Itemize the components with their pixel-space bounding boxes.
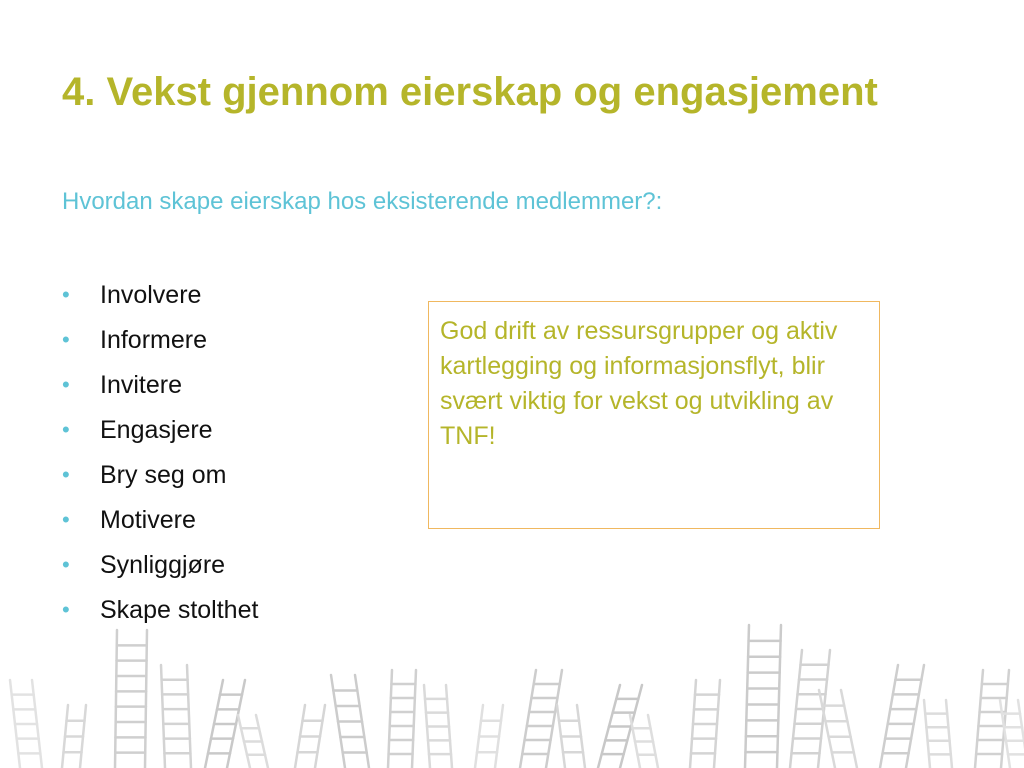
ladder-icon (295, 705, 325, 768)
bullet-icon: • (62, 507, 70, 532)
bullet-icon: • (62, 282, 70, 307)
bullet-icon: • (62, 327, 70, 352)
callout-box: God drift av ressursgrupper og aktiv kartlegging og informasjonsflyt, blir svært viktig for vekst og utvikling av TNF! (428, 301, 880, 529)
ladder-icon (424, 685, 452, 768)
bullet-icon: • (62, 372, 70, 397)
ladder-icon (115, 630, 147, 768)
slide-subtitle: Hvordan skape eierskap hos eksisterende medlemmer?: (62, 188, 663, 215)
ladder-icon (62, 705, 86, 768)
ladder-icon (557, 705, 585, 768)
ladder-icon (924, 700, 952, 768)
bullet-text: Invitere (100, 371, 182, 399)
ladders-icon (0, 610, 1024, 768)
ladder-icon (10, 680, 42, 768)
bullet-item (62, 411, 258, 456)
bullet-text: Involvere (100, 281, 202, 309)
bullet-text: Skape stolthet (100, 596, 259, 624)
bullet-text: Motivere (100, 506, 196, 534)
bullet-item (62, 276, 258, 321)
ladder-icon (388, 670, 416, 768)
bullet-text: Informere (100, 326, 207, 354)
bullet-icon: • (62, 597, 70, 622)
bullet-text: Synliggjøre (100, 551, 226, 579)
ladder-icon (880, 665, 924, 768)
bullet-icon: • (62, 417, 70, 442)
bullet-item (62, 546, 258, 591)
ladder-icon (520, 670, 562, 768)
slide-title: 4. Vekst gjennom eierskap og engasjement (62, 70, 878, 114)
bullet-icon: • (62, 552, 70, 577)
ladder-icon (745, 625, 781, 768)
bullet-text: Bry seg om (100, 461, 227, 489)
bullet-item (62, 366, 258, 411)
ladder-icon (475, 705, 503, 768)
bullet-item (62, 456, 258, 501)
ladder-icon (331, 675, 369, 768)
bullet-list (62, 276, 258, 636)
ladder-icon (161, 665, 191, 768)
ladder-icon (238, 715, 268, 768)
ladder-icon (630, 715, 658, 768)
bullet-item (62, 501, 258, 546)
ladder-icon (690, 680, 720, 768)
bullet-icon: • (62, 462, 70, 487)
bullet-item (62, 321, 258, 366)
bullet-text: Engasjere (100, 416, 213, 444)
ladder-icon (598, 685, 642, 768)
